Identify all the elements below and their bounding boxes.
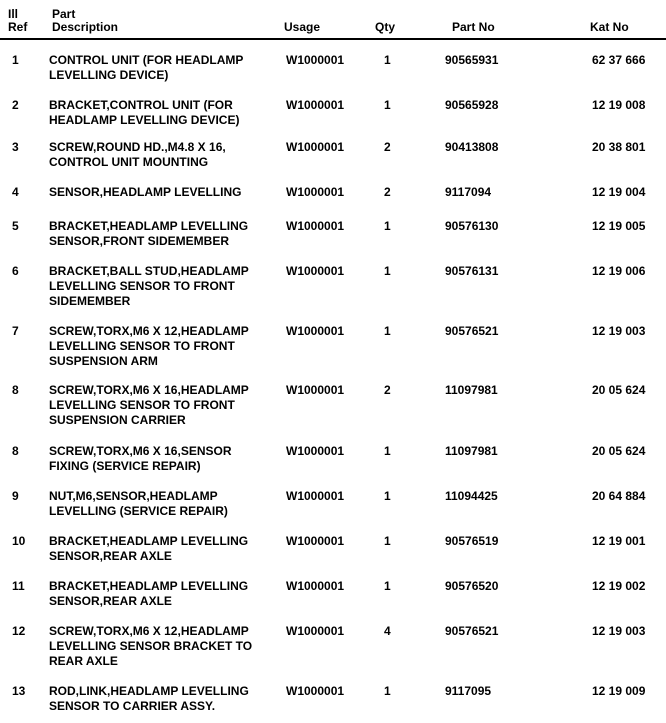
katno-cell: 12 19 005: [592, 219, 646, 233]
ill-ref-cell: 9: [12, 489, 19, 503]
qty-cell: 2: [384, 185, 391, 199]
usage-cell: W1000001: [286, 324, 345, 338]
ill-ref-cell: 10: [12, 534, 26, 548]
partno-cell: 90565931: [445, 53, 499, 67]
usage-cell: W1000001: [286, 684, 345, 698]
partno-header: Part No: [452, 20, 495, 34]
ill-ref-cell: 13: [12, 684, 26, 698]
katno-cell: 12 19 002: [592, 579, 646, 593]
part-header-line1: Part: [52, 7, 76, 21]
description-cell: BRACKET,HEADLAMP LEVELLING SENSOR,REAR AXLE: [49, 534, 249, 563]
ref-header-line2: Ref: [8, 20, 28, 34]
qty-cell: 1: [384, 579, 391, 593]
katno-cell: 20 38 801: [592, 140, 646, 154]
description-cell: ROD,LINK,HEADLAMP LEVELLING SENSOR TO CARRIER ASSY.: [49, 684, 249, 713]
partno-cell: 11097981: [445, 383, 498, 397]
description-cell: BRACKET,HEADLAMP LEVELLING SENSOR,FRONT SIDEMEMBER: [49, 219, 249, 248]
partno-cell: 90576519: [445, 534, 499, 548]
description-cell: SCREW,ROUND HD.,M4.8 X 16, CONTROL UNIT MOUNTING: [49, 140, 226, 169]
qty-cell: 1: [384, 534, 391, 548]
katno-cell: 12 19 001: [592, 534, 646, 548]
table-header: [0, 0, 666, 40]
partno-cell: 90576520: [445, 579, 499, 593]
part-description-header: [52, 8, 118, 34]
usage-cell: W1000001: [286, 579, 345, 593]
katno-header: Kat No: [590, 20, 629, 34]
usage-cell: W1000001: [286, 219, 345, 233]
partno-cell: 9117095: [445, 684, 492, 698]
usage-header: Usage: [284, 20, 321, 34]
description-cell: BRACKET,BALL STUD,HEADLAMP LEVELLING SENSOR TO FRONT SIDEMEMBER: [49, 264, 249, 308]
usage-cell: W1000001: [286, 624, 345, 638]
description-cell: CONTROL UNIT (FOR HEADLAMP LEVELLING DEVICE): [49, 53, 244, 82]
ill-ref-cell: 2: [12, 98, 19, 112]
usage-cell: W1000001: [286, 264, 345, 278]
ill-ref-cell: 7: [12, 324, 19, 338]
qty-cell: 4: [384, 624, 391, 638]
katno-cell: 20 05 624: [592, 444, 646, 458]
description-cell: SCREW,TORX,M6 X 12,HEADLAMP LEVELLING SENSOR TO FRONT SUSPENSION ARM: [49, 324, 249, 368]
usage-cell: W1000001: [286, 185, 345, 199]
ill-ref-cell: 8: [12, 383, 19, 397]
partno-cell: 90565928: [445, 98, 499, 112]
ill-header-line1: Ill: [8, 7, 19, 21]
usage-cell: W1000001: [286, 444, 345, 458]
qty-cell: 1: [384, 264, 391, 278]
ill-ref-header: [8, 8, 27, 34]
partno-cell: 90413808: [445, 140, 499, 154]
qty-cell: 1: [384, 489, 391, 503]
qty-cell: 1: [384, 219, 391, 233]
qty-cell: 1: [384, 684, 391, 698]
ill-ref-cell: 1: [12, 53, 19, 67]
usage-cell: W1000001: [286, 98, 345, 112]
ill-ref-cell: 12: [12, 624, 26, 638]
usage-cell: W1000001: [286, 383, 345, 397]
partno-cell: 90576521: [445, 624, 499, 638]
description-cell: BRACKET,HEADLAMP LEVELLING SENSOR,REAR AXLE: [49, 579, 249, 608]
partno-cell: 11094425: [445, 489, 498, 503]
description-cell: BRACKET,CONTROL UNIT (FOR HEADLAMP LEVELLING DEVICE): [49, 98, 240, 127]
usage-cell: W1000001: [286, 53, 345, 67]
ill-ref-cell: 8: [12, 444, 19, 458]
katno-cell: 20 64 884: [592, 489, 646, 503]
katno-cell: 12 19 008: [592, 98, 646, 112]
description-cell: SENSOR,HEADLAMP LEVELLING: [49, 185, 242, 199]
description-cell: SCREW,TORX,M6 X 16,HEADLAMP LEVELLING SENSOR TO FRONT SUSPENSION CARRIER: [49, 383, 249, 427]
qty-header: Qty: [375, 20, 396, 34]
partno-cell: 90576131: [445, 264, 499, 278]
qty-cell: 1: [384, 98, 391, 112]
usage-cell: W1000001: [286, 534, 345, 548]
katno-cell: 12 19 003: [592, 324, 646, 338]
description-cell: SCREW,TORX,M6 X 12,HEADLAMP LEVELLING SENSOR BRACKET TO REAR AXLE: [49, 624, 253, 668]
katno-cell: 62 37 666: [592, 53, 646, 67]
usage-cell: W1000001: [286, 140, 345, 154]
usage-cell: W1000001: [286, 489, 345, 503]
katno-cell: 12 19 004: [592, 185, 646, 199]
ill-ref-cell: 3: [12, 140, 19, 154]
katno-cell: 12 19 003: [592, 624, 646, 638]
description-header-line2: Description: [52, 20, 119, 34]
ill-ref-cell: 5: [12, 219, 19, 233]
qty-cell: 2: [384, 140, 391, 154]
qty-cell: 2: [384, 383, 391, 397]
qty-cell: 1: [384, 324, 391, 338]
qty-cell: 1: [384, 444, 391, 458]
katno-cell: 12 19 006: [592, 264, 646, 278]
partno-cell: 90576130: [445, 219, 499, 233]
qty-cell: 1: [384, 53, 391, 67]
partno-cell: 9117094: [445, 185, 492, 199]
katno-cell: 12 19 009: [592, 684, 646, 698]
partno-cell: 11097981: [445, 444, 498, 458]
ill-ref-cell: 4: [12, 185, 19, 199]
katno-cell: 20 05 624: [592, 383, 646, 397]
ill-ref-cell: 6: [12, 264, 19, 278]
description-cell: SCREW,TORX,M6 X 16,SENSOR FIXING (SERVICE REPAIR): [49, 444, 232, 473]
description-cell: NUT,M6,SENSOR,HEADLAMP LEVELLING (SERVICE REPAIR): [49, 489, 228, 518]
ill-ref-cell: 11: [12, 579, 25, 593]
partno-cell: 90576521: [445, 324, 499, 338]
